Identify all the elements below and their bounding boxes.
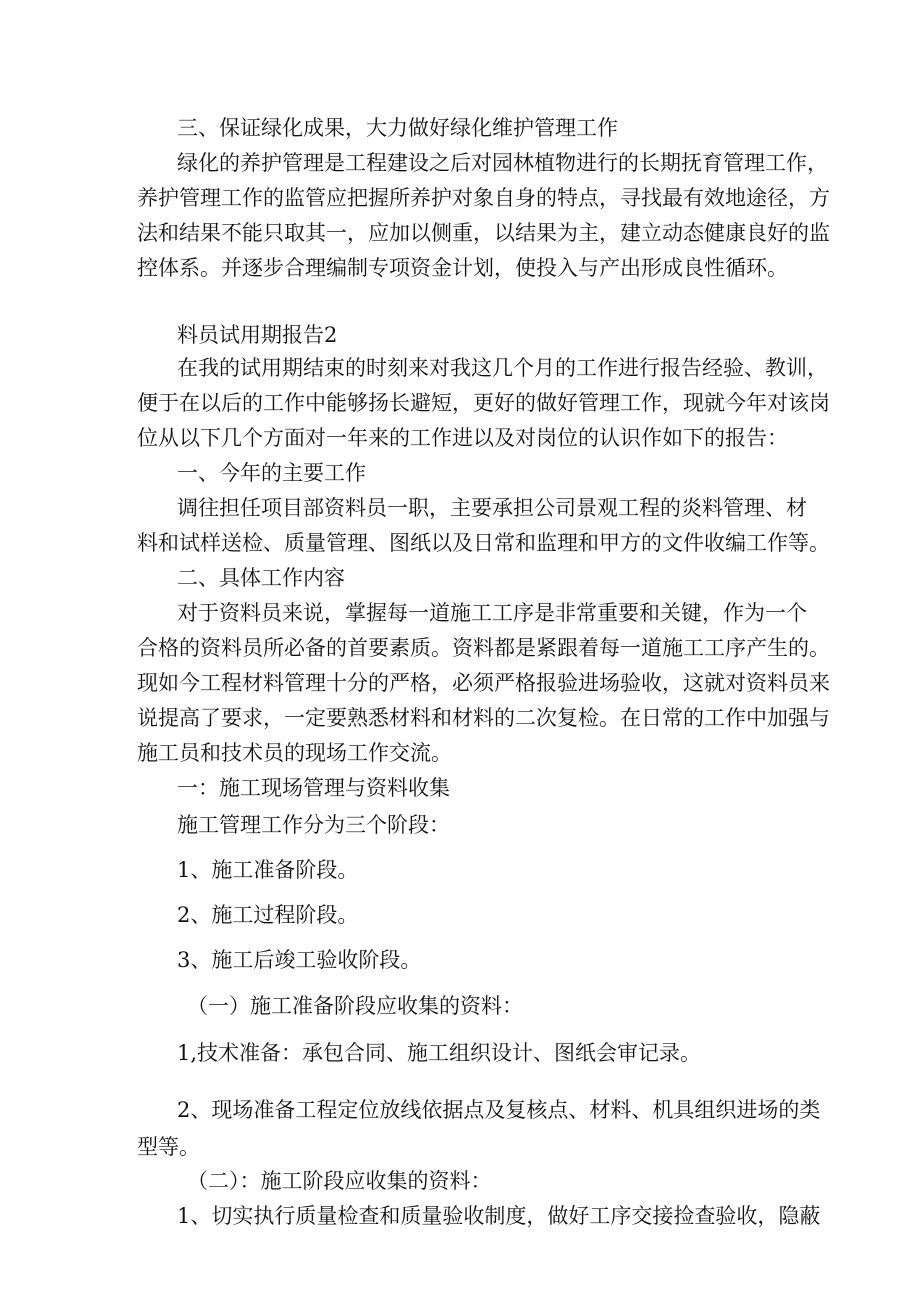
- list-item: 2、施工过程阶段。: [177, 903, 359, 927]
- paragraph-line: 施工管理工作分为三个阶段：: [177, 813, 450, 837]
- subsection-heading: （一）施工准备阶段应收集的资料：: [187, 994, 523, 1018]
- list-item: 1、施工准备阶段。: [177, 858, 359, 882]
- list-item: 2、现场准备工程定位放线依据点及复核点、材料、机具组织进场的类: [177, 1098, 821, 1122]
- list-item: 1、切实执行质量检查和质量验收制度，做好工序交接捡查验收，隐蔽: [177, 1204, 821, 1228]
- report-title: 料员试用期报告2: [177, 323, 338, 347]
- paragraph-line: 位从以下几个方面对一年来的工作进以及对岗位的认识作如下的报告：: [137, 426, 788, 450]
- paragraph-line: 绿化的养护管理是工程建设之后对园林植物进行的长期抚育管理工作，: [177, 151, 828, 175]
- section-heading: 三、保证绿化成果，大力做好绿化维护管理工作: [177, 116, 618, 140]
- paragraph-line: 便于在以后的工作中能够扬长避短，更好的做好管理工作，现就今年对该岗: [137, 391, 830, 415]
- subsection-heading: （二）：施工阶段应收集的资料：: [187, 1169, 492, 1193]
- paragraph-line: 对于资料员来说，掌握每一道施工工序是非常重要和关键，作为一个: [177, 601, 807, 625]
- list-item: 3、施工后竣工验收阶段。: [177, 948, 422, 972]
- paragraph-line: 养护管理工作的监管应把握所养护对象自身的特点，寻找最有效地途径，方: [137, 186, 830, 210]
- paragraph-line: 法和结果不能只取其一，应加以侧重，以结果为主，建立动态健康良好的监: [137, 221, 830, 245]
- paragraph-line: 合格的资料员所必备的首要素质。资料都是紧跟着每一道施工工序产生的。: [137, 636, 830, 660]
- paragraph-line: 调往担任项目部资料员一职，主要承担公司景观工程的炎料管理、材: [177, 496, 807, 520]
- paragraph-line: 型等。: [137, 1135, 200, 1159]
- section-heading: 二、具体工作内容: [177, 566, 345, 590]
- section-heading: 一、今年的主要工作: [177, 461, 366, 485]
- paragraph-line: 说提高了要求，一定要熟悉材料和材料的二次复检。在日常的工作中加强与: [137, 706, 830, 730]
- paragraph-line: 现如今工程材料管理十分的严格，必须严格报验进场验收，这就对资料员来: [137, 671, 830, 695]
- section-heading: 一：施工现场管理与资料收集: [177, 776, 450, 800]
- list-item: 1,技术准备：承包合同、施工组织设计、图纸会审记录。: [177, 1041, 702, 1065]
- paragraph-line: 料和试样送检、质量管理、图纸以及日常和监理和甲方的文件收编工作等。: [137, 531, 830, 555]
- paragraph-line: 控体系。并逐步合理编制专项资金计划，使投入与产出形成良性循环。: [137, 256, 788, 280]
- paragraph-line: 在我的试用期结束的时刻来对我这几个月的工作进行报告经验、教训，: [177, 356, 828, 380]
- paragraph-line: 施工员和技术员的现场工作交流。: [137, 741, 452, 765]
